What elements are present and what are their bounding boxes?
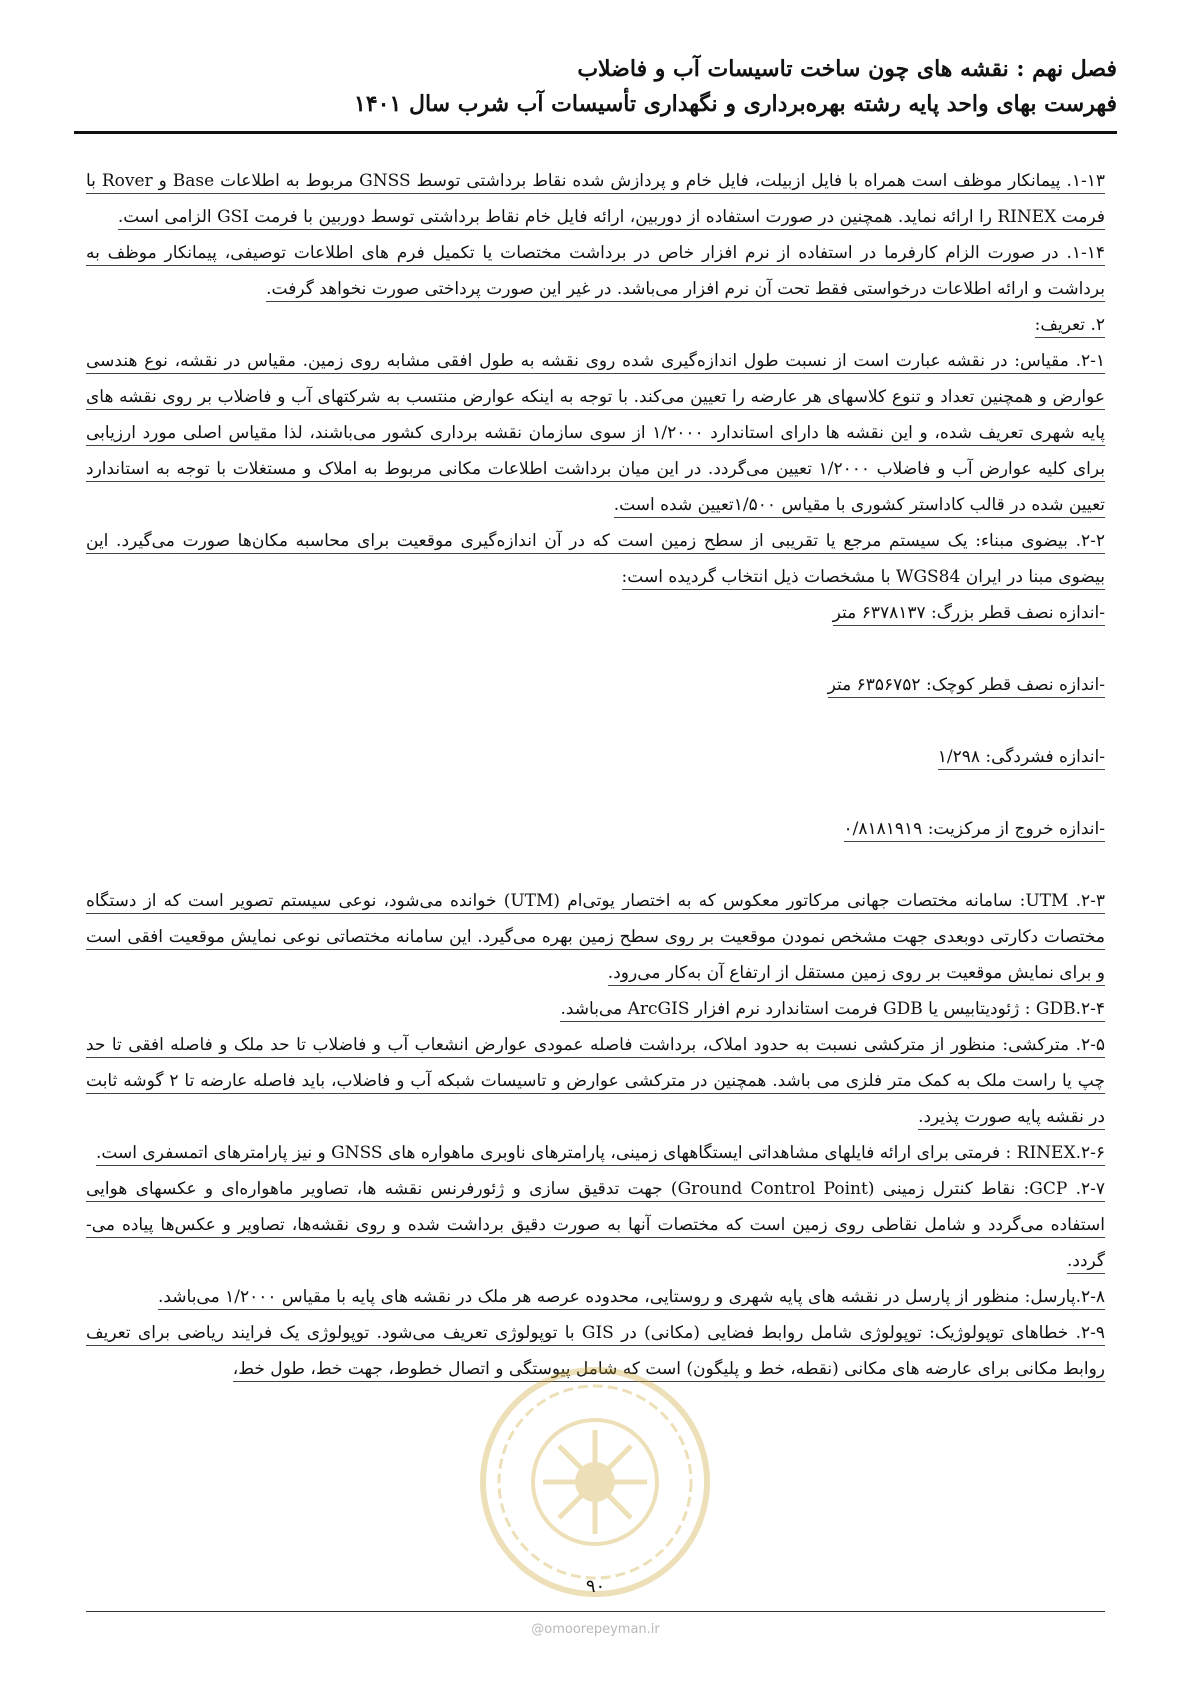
spacer xyxy=(86,775,1105,811)
paragraph-2-7 xyxy=(86,1171,1105,1279)
paragraph-text: ۲-۲. بیضوی مبناء: یک سیستم مرجع یا تقریبی از سطح زمین است که در آن اندازه‌گیری موقعیت برای محاسبه مکان‌ها صورت می‌گیرد. این بیضوی مبنا در ایران WGS84 با مشخصات ذیل انتخاب گردیده است: xyxy=(86,531,1105,590)
paragraph-semi-major xyxy=(86,595,1105,631)
paragraph-text: ۲-۶.RINEX : فرمتی برای ارائه فایلهای مشاهداتی ایستگاههای زمینی، پارامترهای ناوبری ماهواره های GNSS و نیز پارامترهای اتمسفری است. xyxy=(96,1143,1105,1166)
paragraph-2-9 xyxy=(86,1315,1105,1387)
paragraph-2 xyxy=(86,307,1105,343)
paragraph-2-4 xyxy=(86,991,1105,1027)
chapter-title: فصل نهم : نقشه های چون ساخت تاسیسات آب و فاضلاب xyxy=(577,56,1117,82)
paragraph-semi-minor xyxy=(86,667,1105,703)
paragraph-text: ۲-۵. مترکشی: منظور از مترکشی نسبت به حدود املاک، برداشت فاصله عمودی عوارض انشعاب آب و فاضلاب تا حد ملک و فاصله افقی تا حد چپ یا راست ملک به کمک متر فلزی می باشد. همچنین در مترکشی عوارض و تاسیسات شبکه آب و فاضلاب، باید فاصله عارضه تا ۲ گوشه ثابت در نقشه پایه صورت پذیرد. xyxy=(86,1035,1105,1130)
paragraph-2-6 xyxy=(86,1135,1105,1171)
spacer xyxy=(86,703,1105,739)
paragraph-text: ۲-۸.پارسل: منظور از پارسل در نقشه های پایه شهری و روستایی، محدوده عرصه هر ملک در نقشه های پایه با مقیاس ۱/۲۰۰۰ می‌باشد. xyxy=(158,1287,1105,1310)
paragraph-1-14 xyxy=(86,235,1105,307)
paragraph-1-13 xyxy=(86,163,1105,235)
footer-rule xyxy=(86,1611,1105,1612)
paragraph-text: ۲. تعریف: xyxy=(1035,315,1105,338)
paragraph-text: ۲-۴.GDB : ژئودیتابیس یا GDB فرمت استاندارد نرم افزار ArcGIS می‌باشد. xyxy=(560,999,1105,1022)
paragraph-text: ۱-۱۴. در صورت الزام کارفرما در استفاده از نرم افزار خاص در برداشت مختصات یا تکمیل فرم های اطلاعات توصیفی، پیمانکار موظف به برداشت و ارائه اطلاعات درخواستی فقط تحت آن نرم افزار می‌باشد. در غیر این صورت پرداختی صورت نخواهد گرفت. xyxy=(86,243,1105,302)
page-header xyxy=(74,52,1117,122)
paragraph-text: -اندازه فشردگی: ۱/۲۹۸ xyxy=(938,747,1105,770)
paragraph-2-3 xyxy=(86,883,1105,991)
paragraph-2-5 xyxy=(86,1027,1105,1135)
document-body xyxy=(86,163,1105,1387)
paragraph-text: -اندازه خروج از مرکزیت: ۰/۸۱۸۱۹۱۹ xyxy=(844,819,1105,842)
spacer xyxy=(86,847,1105,883)
paragraph-text: ۲-۷. GCP: نقاط کنترل زمینی (Ground Control Point) جهت تدقیق سازی و ژئورفرنس نقشه ها، تصاویر ماهواره‌ای و عکسهای هوایی استفاده می‌گردد و شامل نقاطی روی زمین است که مختصات آنها به صورت دقیق برداشت شده و روی نقشه‌ها، تصاویر و عکس‌ها پیاده می- گردد. xyxy=(86,1179,1105,1274)
paragraph-flattening xyxy=(86,739,1105,775)
list-title: فهرست بهای واحد پایه رشته بهره‌برداری و نگهداری تأسیسات آب شرب سال ۱۴۰۱ xyxy=(354,91,1117,117)
organization-seal-watermark xyxy=(475,1362,715,1602)
spacer xyxy=(86,631,1105,667)
paragraph-text: -اندازه نصف قطر بزرگ: ۶۳۷۸۱۳۷ متر xyxy=(833,603,1105,626)
paragraph-text: ۲-۱. مقیاس: در نقشه عبارت است از نسبت طول اندازه‌گیری شده روی نقشه به طول افقی مشابه روی زمین. مقیاس در نقشه، نوع هندسی عوارض و همچنین تعداد و تنوع کلاسهای هر عارضه را تعیین می‌کند. با توجه به اینکه عوارض منتسب به شرکتهای آب و فاضلاب بر روی نقشه های پایه شهری تعریف شده، و این نقشه ها دارای استاندارد ۱/۲۰۰۰ از سوی سازمان نقشه برداری کشور می‌باشند، لذا مقیاس اصلی مورد ارزیابی برای کلیه عوارض آب و فاضلاب ۱/۲۰۰۰ تعیین می‌گردد. در این میان برداشت اطلاعات مکانی مربوط به املاک و مستغلات با توجه به استاندارد تعیین شده در قالب کاداستر کشوری با مقیاس ۱/۵۰۰تعیین شده است. xyxy=(86,351,1105,518)
paragraph-text: ۱-۱۳. پیمانکار موظف است همراه با فایل ازبیلت، فایل خام و پردازش شده نقاط برداشتی توسط GNSS مربوط به اطلاعات Base و Rover با فرمت RINEX را ارائه نماید. همچنین در صورت استفاده از دوربین، ارائه فایل خام نقاط برداشتی توسط دوربین با فرمت GSI الزامی است. xyxy=(86,171,1105,230)
page-number: ۹۰ xyxy=(585,1576,606,1597)
paragraph-text: -اندازه نصف قطر کوچک: ۶۳۵۶۷۵۲ متر xyxy=(828,675,1105,698)
paragraph-text: ۲-۳. UTM: سامانه مختصات جهانی مرکاتور معکوس که به اختصار یوتی‌ام (UTM) خوانده می‌شود، نوعی سیستم تصویر است که از دستگاه مختصات دکارتی دوبعدی جهت مشخص نمودن موقعیت بر روی سطح زمین بهره می‌گیرد. این سامانه مختصاتی نوعی نمایش موقعیت افقی است و برای نمایش موقعیت بر روی زمین مستقل از ارتفاع آن به‌کار می‌رود. xyxy=(86,891,1105,986)
watermark-url: @omoorepeyman.ir xyxy=(531,1622,660,1637)
paragraph-2-1 xyxy=(86,343,1105,523)
paragraph-2-8 xyxy=(86,1279,1105,1315)
paragraph-text: ۲-۹. خطاهای توپولوژیک: توپولوژی شامل روابط فضایی (مکانی) در GIS با توپولوژی تعریف می‌شود. توپولوژی یک فرایند ریاضی برای تعریف روابط مکانی برای عارضه های مکانی (نقطه، خط و پلیگون) است که شامل پیوستگی و اتصال خطوط، جهت خط، طول خط، xyxy=(86,1323,1105,1382)
header-rule xyxy=(74,131,1117,134)
paragraph-eccentricity xyxy=(86,811,1105,847)
paragraph-2-2 xyxy=(86,523,1105,595)
